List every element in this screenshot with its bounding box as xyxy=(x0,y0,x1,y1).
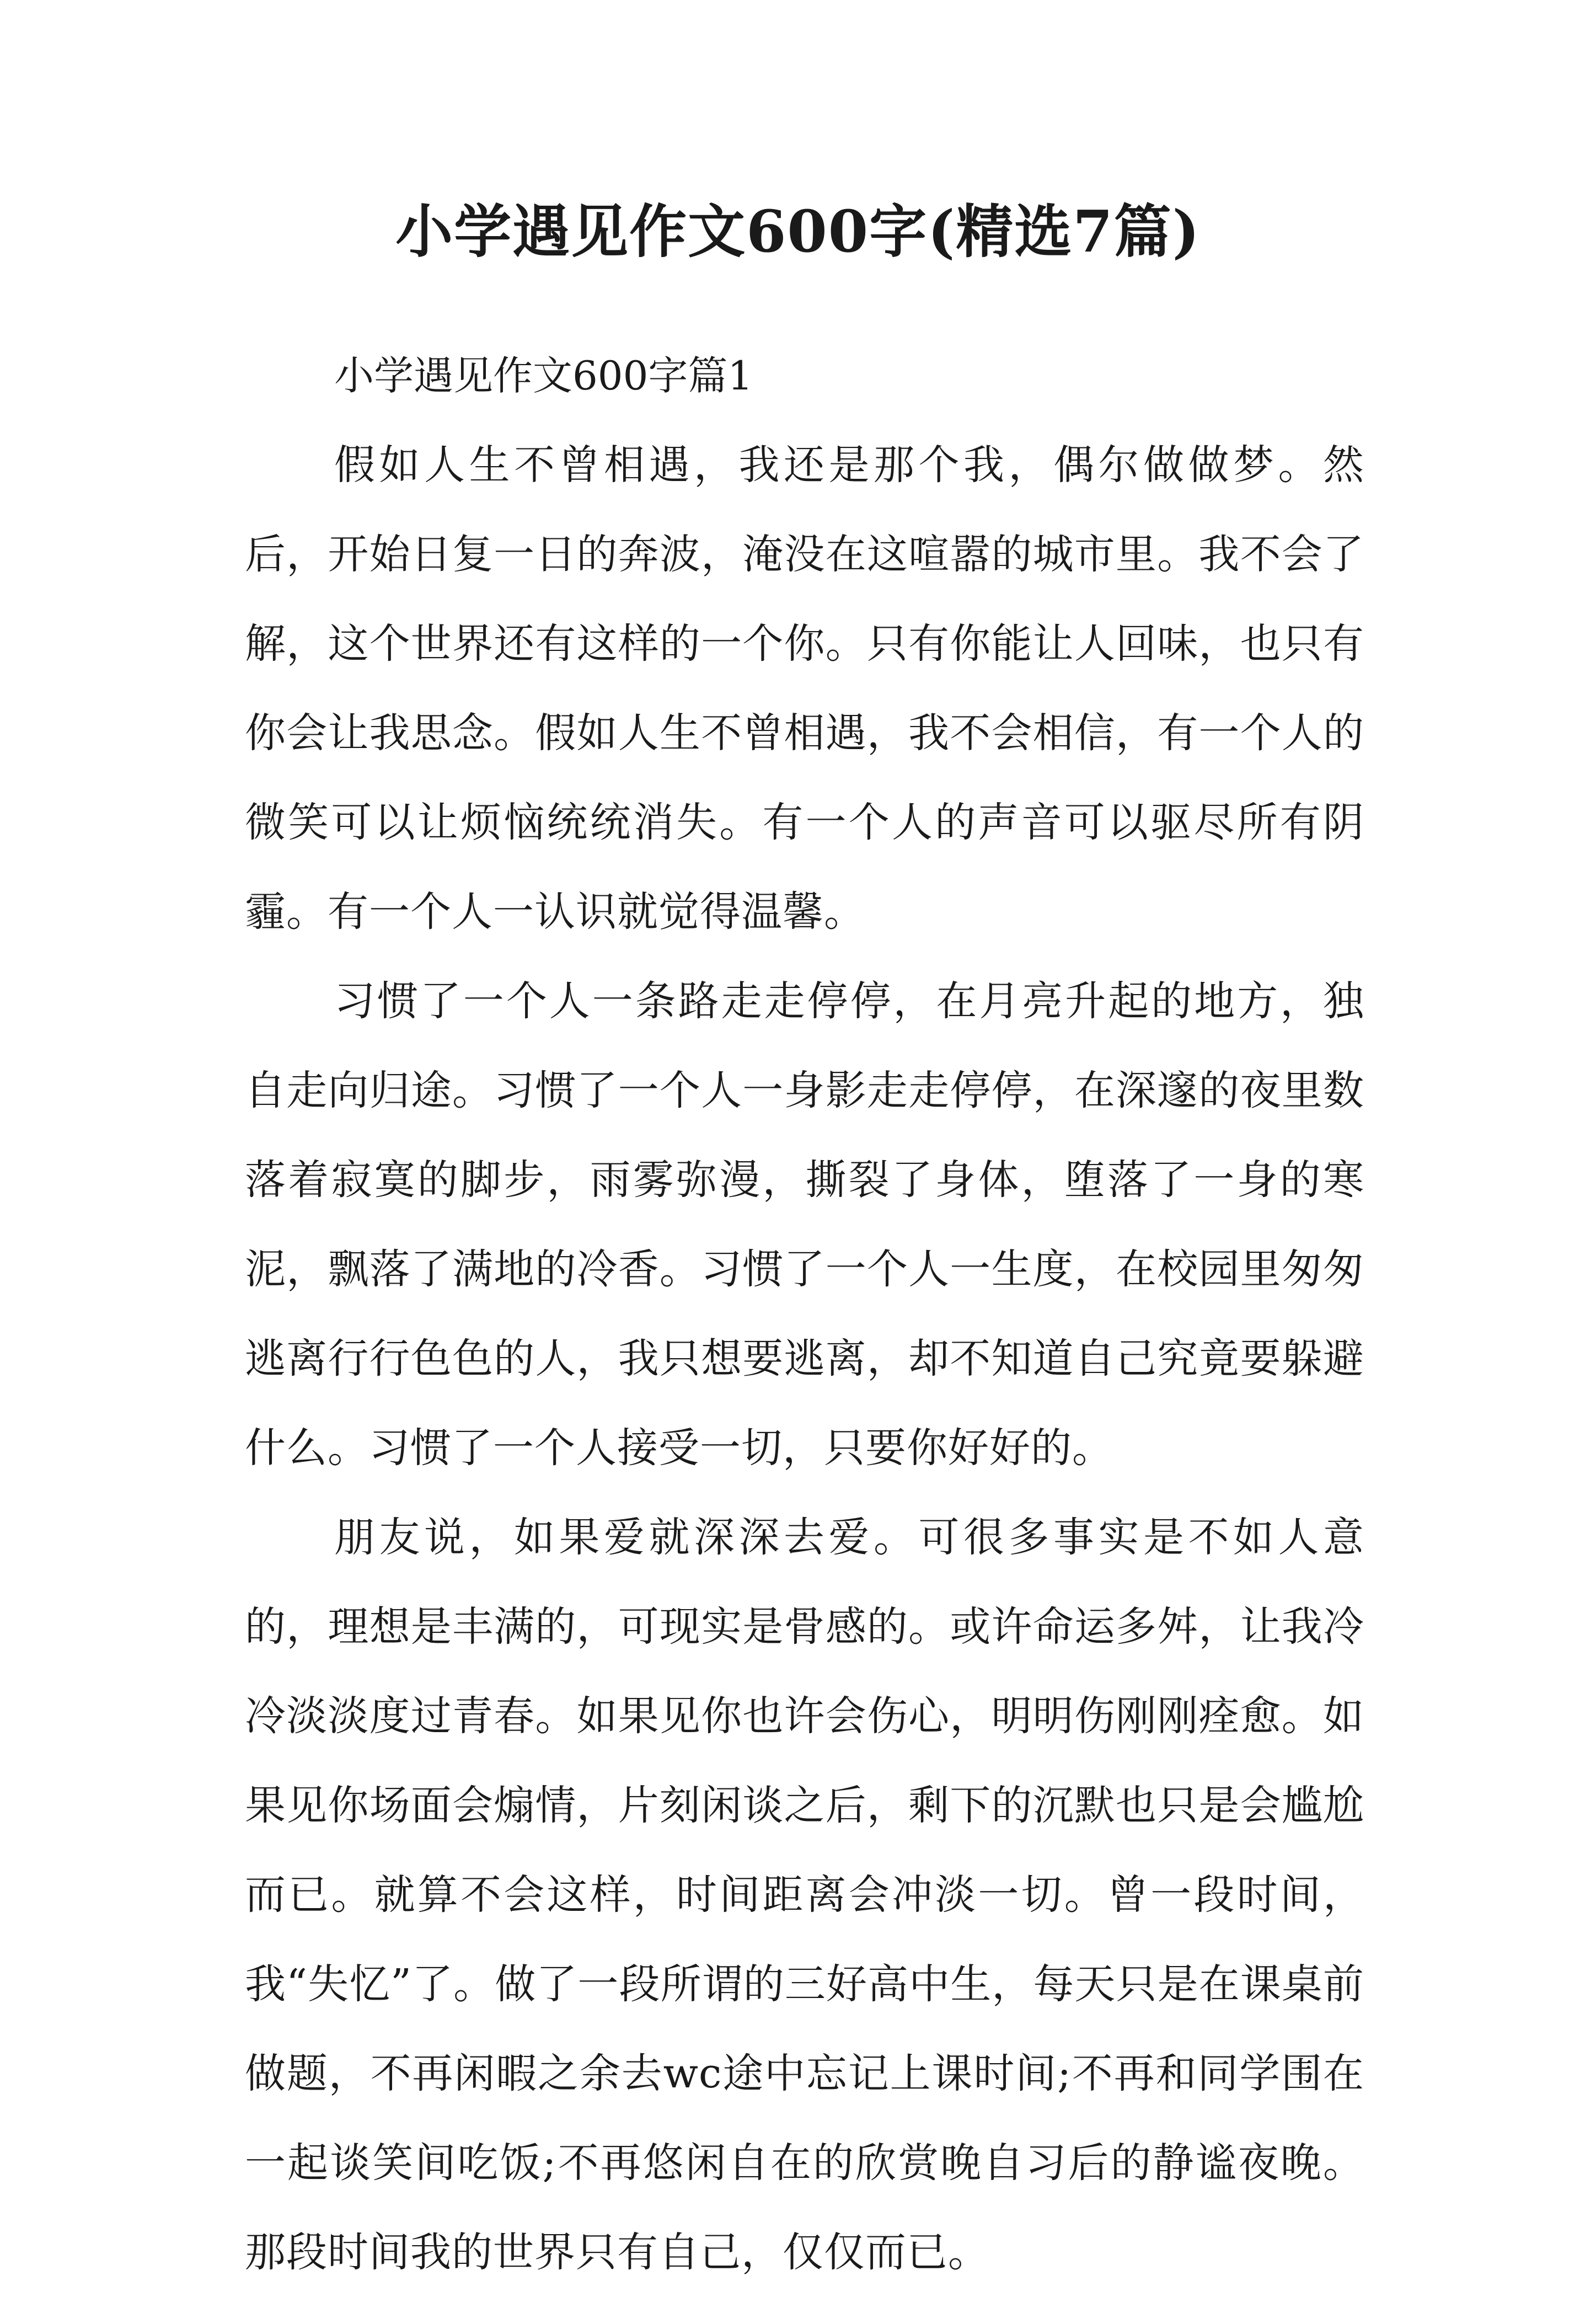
document-title: 小学遇见作文600字(精选7篇) xyxy=(395,197,1201,265)
document-body xyxy=(245,331,1364,2297)
section-heading: 小学遇见作文600字篇1 xyxy=(334,352,753,399)
paragraph-2: 习惯了一个人一条路走走停停，在月亮升起的地方，独自走向归途。习惯了一个人一身影走走停停，在深邃的夜里数落着寂寞的脚步，雨雾弥漫，撕裂了身体，堕落了一身的寒泥，飘落了满地的冷香。习惯了一个人一生度，在校园里匆匆逃离行行色色的人，我只想要逃离，却不知道自己究竟要躲避什么。习惯了一个人接受一切，只要你好好的。 xyxy=(245,977,1364,1472)
paragraph-1: 假如人生不曾相遇，我还是那个我，偶尔做做梦。然后，开始日复一日的奔波，淹没在这喧嚣的城市里。我不会了解，这个世界还有这样的一个你。只有你能让人回味，也只有你会让我思念。假如人生不曾相遇，我不会相信，有一个人的微笑可以让烦恼统统消失。有一个人的声音可以驱尽所有阴霾。有一个人一认识就觉得温馨。 xyxy=(245,441,1364,936)
paragraph-3: 朋友说，如果爱就深深去爱。可很多事实是不如人意的，理想是丰满的，可现实是骨感的。或许命运多舛，让我冷冷淡淡度过青春。如果见你也许会伤心，明明伤刚刚痊愈。如果见你场面会煽情，片刻闲谈之后，剩下的沉默也只是会尴尬而已。就算不会这样，时间距离会冲淡一切。曾一段时间，我“失忆”了。做了一段所谓的三好高中生，每天只是在课桌前做题，不再闲暇之余去wc途中忘记上课时间;不再和同学围在一起谈笑间吃饭;不再悠闲自在的欣赏晚自习后的静谧夜晚。那段时间我的世界只有自己，仅仅而已。 xyxy=(245,1514,1364,2276)
